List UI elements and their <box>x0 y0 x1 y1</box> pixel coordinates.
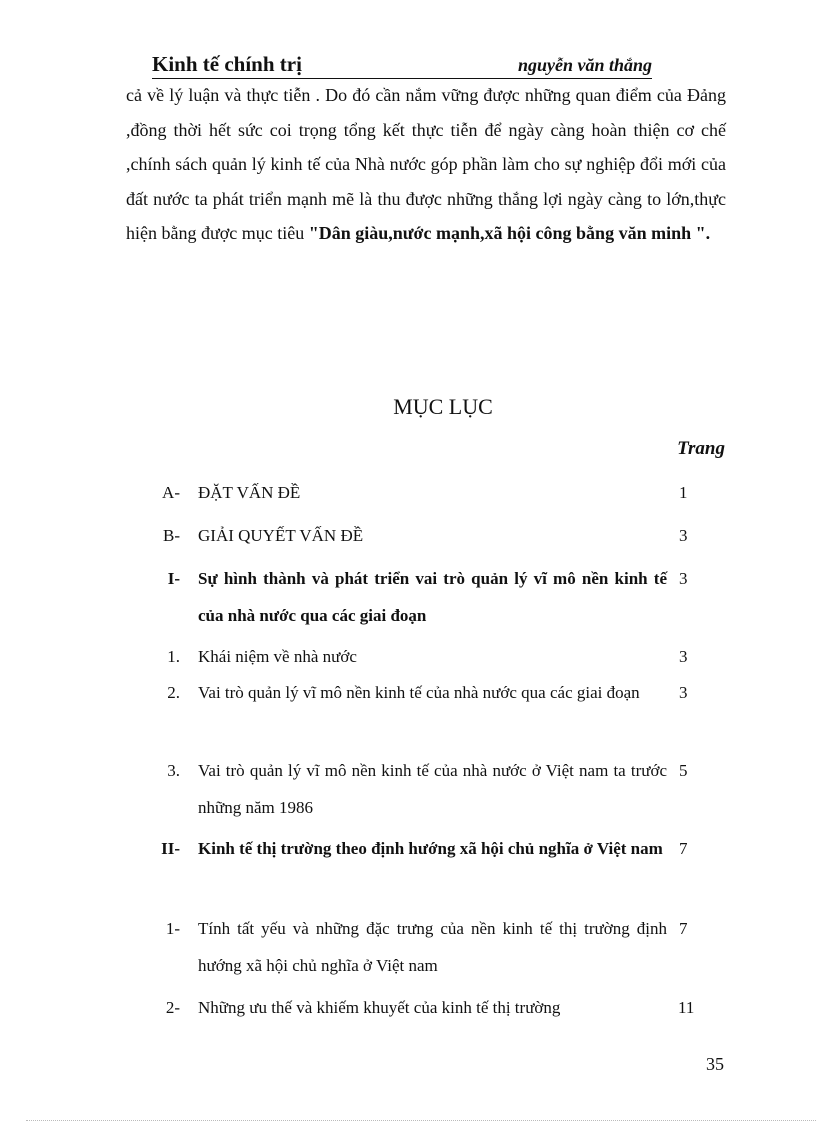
toc-entry-text: Tính tất yếu và những đặc trưng của nền kinh tế thị trường định hướng xã hội chủ nghĩa ở Việt nam <box>198 919 667 975</box>
page-number: 35 <box>706 1054 724 1074</box>
toc-entry-text: Vai trò quản lý vĩ mô nền kinh tế của nhà nước ở Việt nam ta trước những năm 1986 <box>198 761 667 817</box>
toc-entry-text: Sự hình thành và phát triển vai trò quản lý vĩ mô nền kinh tế của nhà nước qua các giai đoạn <box>198 569 667 625</box>
toc-entry-number: I- <box>167 569 180 588</box>
intro-text: cả về lý luận và thực tiễn . Do đó cần nắm vững được những quan điểm của Đảng ,đồng thời hết sức coi trọng tổng kết thực tiễn để ngày càng hoàn thiện cơ chế ,chính sách quản lý kinh tế của Nhà nước góp phần làm cho sự nghiệp đổi mới của đất nước ta phát triển mạnh mẽ là thu được những thắng lợi ngày càng to lớn,thực hiện bằng được mục tiêu <box>126 85 726 243</box>
toc-entry-text: Những ưu thế và khiếm khuyết của kinh tế thị trường <box>198 998 561 1017</box>
toc-entry-number: 2. <box>167 683 180 702</box>
intro-quote: "Dân giàu,nước mạnh,xã hội công bằng văn minh ". <box>308 223 711 243</box>
toc-entry-number: A- <box>162 483 180 502</box>
toc-entry-page: 7 <box>679 919 688 938</box>
toc-entry-page: 7 <box>679 839 688 858</box>
toc-entry-page: 1 <box>679 483 688 502</box>
toc-entry-page: 11 <box>678 998 695 1017</box>
toc-entry-page: 5 <box>679 761 688 780</box>
toc-entry-page: 3 <box>679 526 688 545</box>
toc-entry-number: B- <box>163 526 180 545</box>
toc-entry-text: GIẢI QUYẾT VẤN ĐỀ <box>198 526 364 545</box>
toc-entry-text: Khái niệm về nhà nước <box>198 647 357 666</box>
header-author: nguyễn văn thắng <box>517 55 652 75</box>
intro-paragraph <box>126 78 726 251</box>
toc-title: MỤC LỤC <box>393 394 493 419</box>
header-subject: Kinh tế chính trị <box>152 52 302 76</box>
toc-entry-page: 3 <box>679 647 688 666</box>
toc-entry-text: ĐẶT VẤN ĐỀ <box>198 483 301 502</box>
toc-entry-text: Kinh tế thị trường theo định hướng xã hội chủ nghĩa ở Việt nam <box>198 839 663 858</box>
running-header <box>152 52 652 79</box>
page-bottom-divider <box>26 1120 816 1121</box>
toc-entry-page: 3 <box>679 569 688 588</box>
toc-page-column-label: Trang <box>677 438 725 459</box>
toc-entry-text: Vai trò quản lý vĩ mô nền kinh tế của nhà nước qua các giai đoạn <box>198 683 640 702</box>
toc-entry-number: 3. <box>167 761 180 780</box>
toc-entry-number: 2- <box>165 998 180 1017</box>
toc-entry-number: 1. <box>167 647 180 666</box>
toc-entry-number: II- <box>161 839 180 858</box>
toc-entry-page: 3 <box>679 683 688 702</box>
toc-entry-number: 1- <box>165 919 180 938</box>
